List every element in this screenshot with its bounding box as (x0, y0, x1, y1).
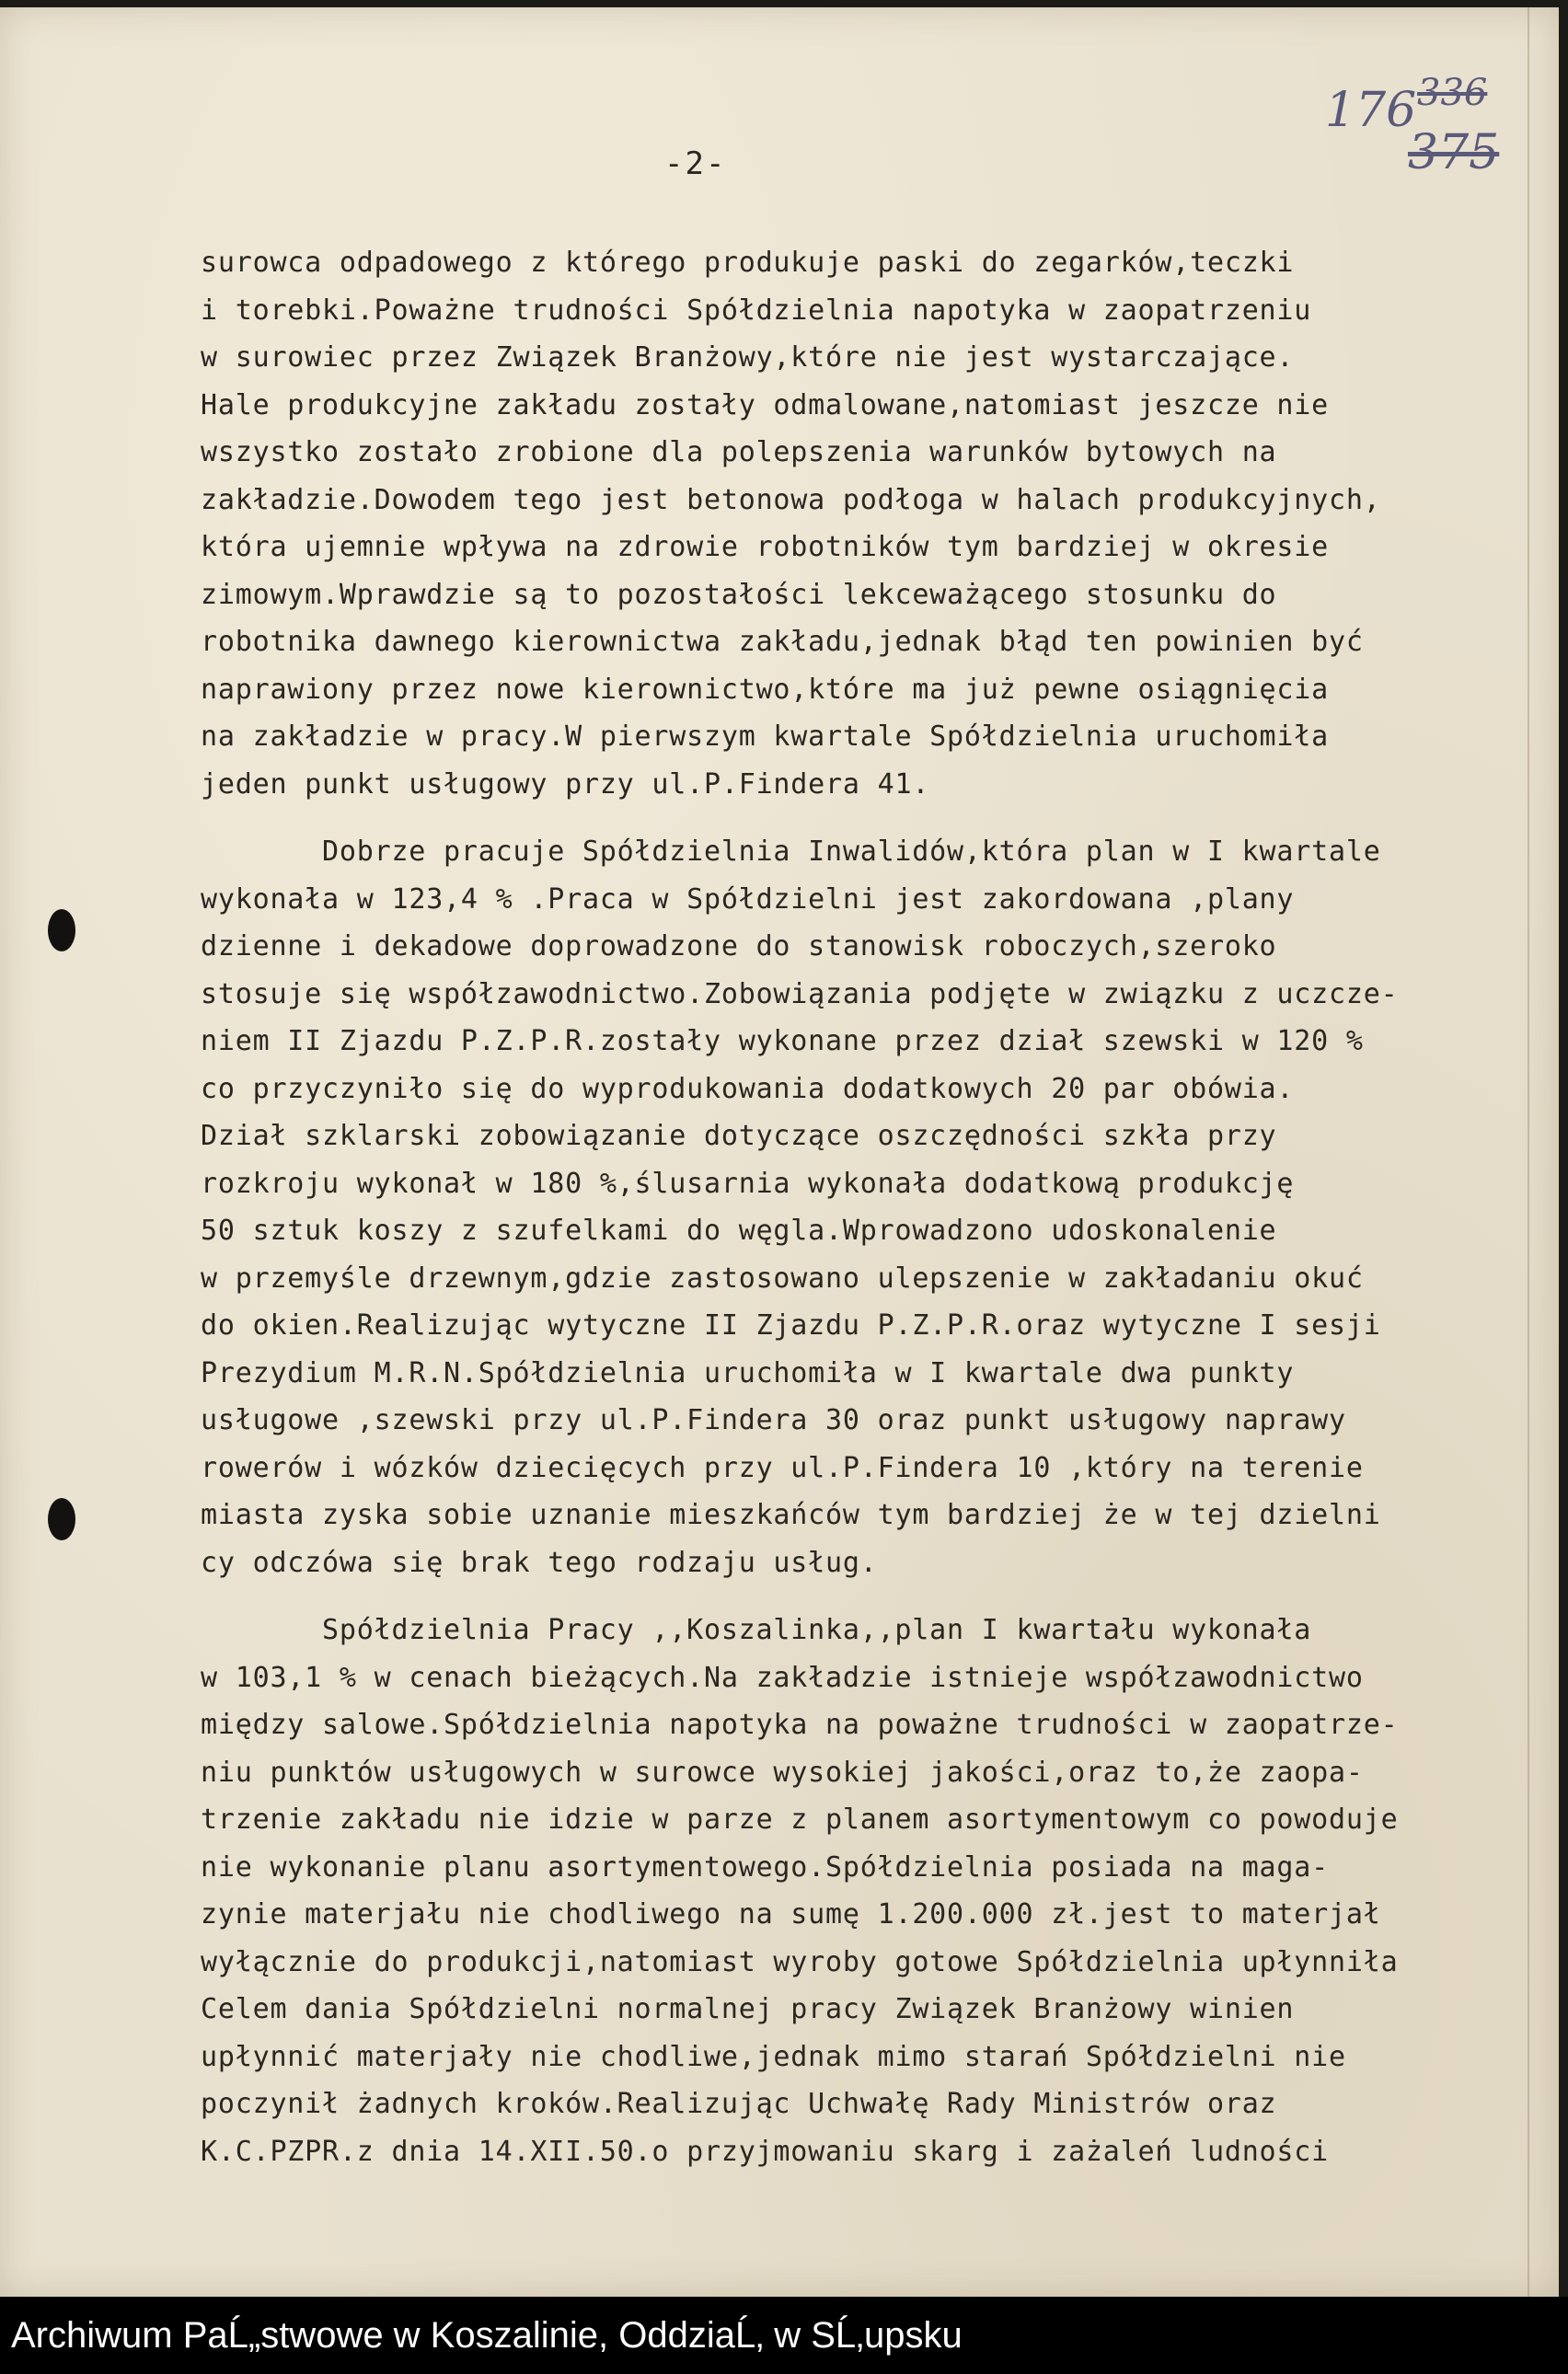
text-line: wszystko zostało zrobione dla polepszenia warunków bytowych na (201, 436, 1277, 468)
text-line: zakładzie.Dowodem tego jest betonowa podłoga w halach produkcyjnych, (201, 483, 1381, 516)
text-line: stosuje się współzawodnictwo.Zobowiązania podjęte w związku z uczcze- (201, 977, 1399, 1010)
text-line: w 103,1 % w cenach bieżących.Na zakładzie istnieje współzawodnictwo (201, 1661, 1364, 1694)
text-line: Prezydium M.R.N.Spółdzielnia uruchomiła w I kwartale dwa punkty (201, 1356, 1295, 1389)
text-line: surowca odpadowego z którego produkuje paski do zegarków,teczki (201, 247, 1295, 279)
text-line: między salowe.Spółdzielnia napotyka na poważne trudności w zaopatrze- (201, 1709, 1399, 1741)
page-number: -2- (664, 145, 727, 182)
text-line: poczynił żadnych kroków.Realizując Uchwałę Rady Ministrów oraz (201, 2088, 1277, 2120)
text-line: w przemyśle drzewnym,gdzie zastosowano ulepszenie w zakładaniu okuć (201, 1262, 1364, 1295)
text-line: Hale produkcyjne zakładu zostały odmalowane,natomiast jeszcze nie (201, 388, 1329, 421)
text-line: w surowiec przez Związek Branżowy,które nie jest wystarczające. (201, 341, 1295, 374)
text-line: na zakładzie w pracy.W pierwszym kwartale Spółdzielnia uruchomiła (201, 720, 1329, 753)
text-line: naprawiony przez nowe kierownictwo,które ma już pewne osiągnięcia (201, 673, 1329, 706)
text-line: robotnika dawnego kierownictwa zakładu,jednak błąd ten powinien być (201, 626, 1364, 658)
text-line: zimowym.Wprawdzie są to pozostałości lekceważącego stosunku do (201, 578, 1277, 611)
punch-hole-bottom (48, 1498, 75, 1540)
text-line: niem II Zjazdu P.Z.P.R.zostały wykonane przez dział szewski w 120 % (201, 1025, 1364, 1057)
text-line: i torebki.Poważne trudności Spółdzielnia napotyka w zaopatrzeniu (201, 294, 1312, 327)
text-line: jeden punkt usługowy przy ul.P.Findera 41. (201, 767, 930, 801)
punch-hole-top (48, 909, 75, 951)
folio-mark-current: 176 (1325, 83, 1417, 138)
text-line: cy odczówa się brak tego rodzaju usług. (201, 1546, 878, 1579)
text-line: usługowe ,szewski przy ul.P.Findera 30 oraz punkt usługowy naprawy (201, 1404, 1346, 1436)
text-line: Celem dania Spółdzielni normalnej pracy Związek Branżowy winien (201, 1993, 1295, 2025)
paper-edge (1528, 7, 1529, 2297)
archive-footer-bar (0, 2297, 1568, 2374)
text-line: upłynnić materjały nie chodliwe,jednak mimo starań Spółdzielni nie (201, 2040, 1346, 2073)
text-line: Spółdzielnia Pracy ,,Koszalinka,,plan I kwartału wykonała (322, 1614, 1312, 1646)
text-line: nie wykonanie planu asortymentowego.Spółdzielnia posiada na maga- (201, 1850, 1329, 1884)
text-line: rozkroju wykonał w 180 %,ślusarnia wykonała dodatkową produkcję (201, 1167, 1295, 1200)
text-line: co przyczyniło się do wyprodukowania dodatkowych 20 par obówia. (201, 1072, 1295, 1105)
paragraph-1 (201, 239, 1526, 808)
document-sheet (0, 7, 1559, 2297)
folio-mark-old-2: 375 (1408, 125, 1500, 180)
text-line: niu punktów usługowych w surowce wysokiej jakości,oraz to,że zaopa- (201, 1756, 1364, 1789)
text-line: dzienne i dekadowe doprowadzone do stanowisk roboczych,szeroko (201, 930, 1277, 962)
text-line: 50 sztuk koszy z szufelkami do węgla.Wprowadzono udoskonalenie (201, 1215, 1277, 1247)
text-line: Dobrze pracuje Spółdzielnia Inwalidów,która plan w I kwartale (322, 836, 1381, 868)
text-line: zynie materjału nie chodliwego na sumę 1.200.000 zł.jest to materjał (201, 1898, 1381, 1930)
text-line: rowerów i wózków dziecięcych przy ul.P.Findera 10 ,który na terenie (201, 1451, 1364, 1484)
text-line: trzenie zakładu nie idzie w parze z planem asortymentowym co powoduje (201, 1804, 1399, 1836)
text-line: wyłącznie do produkcji,natomiast wyroby gotowe Spółdzielnia upłynniła (201, 1945, 1399, 1978)
typed-body-text (201, 239, 1526, 2195)
text-line: Dział szklarski zobowiązanie dotyczące oszczędności szkła przy (201, 1120, 1277, 1152)
text-line: wykonała w 123,4 % .Praca w Spółdzielni jest zakordowana ,plany (201, 882, 1295, 916)
folio-mark-old-1: 336 (1417, 72, 1488, 114)
paragraph-3 (201, 1607, 1526, 2175)
archive-footer-text: Archiwum PaĹ„stwowe w Koszalinie, OddziaĹ‚ w SĹ‚upsku (11, 2315, 963, 2356)
paragraph-2 (201, 828, 1526, 1586)
text-line: K.C.PZPR.z dnia 14.XII.50.o przyjmowaniu skarg i zażaleń ludności (201, 2135, 1329, 2168)
text-line: do okien.Realizując wytyczne II Zjazdu P.Z.P.R.oraz wytyczne I sesji (201, 1309, 1381, 1342)
text-line: miasta zyska sobie uznanie mieszkańców tym bardziej że w tej dzielni (201, 1499, 1381, 1531)
text-line: która ujemnie wpływa na zdrowie robotników tym bardziej w okresie (201, 531, 1329, 563)
